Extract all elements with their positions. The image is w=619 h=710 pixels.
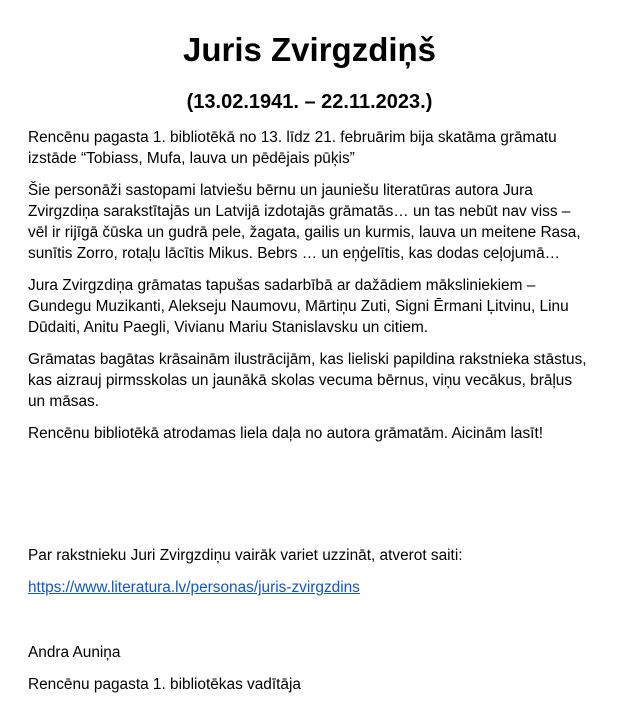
more-info-text: Par rakstnieku Juri Zvirgzdiņu vairāk variet uzzināt, atverot saiti:	[28, 547, 463, 564]
article-body	[28, 127, 591, 455]
signature-role-section	[28, 674, 591, 695]
author-name: Andra Auniņa	[28, 644, 121, 661]
author-page-link[interactable]: https://www.literatura.lv/personas/juris-zvirgzdins	[28, 579, 360, 596]
author-role: Rencēnu pagasta 1. bibliotēkas vadītāja	[28, 676, 301, 693]
link-section	[28, 577, 591, 598]
more-info-section	[28, 545, 591, 566]
paragraph-exhibition: Rencēnu pagasta 1. bibliotēkā no 13. līdz 21. februārim bija skatāma grāmatu izstāde “Tobiass, Mufa, lauva un pēdējais pūķis”	[28, 129, 557, 167]
page-title: Juris Zvirgzdiņš	[182, 31, 437, 68]
paragraph-characters: Šie personāži sastopami latviešu bērnu un jauniešu literatūras autora Jura Zvirgzdiņa sarakstītajās un Latvijā izdotajās grāmatās… un tas nebūt nav viss – vēl ir rijīgā čūska un gudrā pele, žagata, gailis un kurmis, lauva un meitene Rasa, sunītis Zorro, rotaļu lācītis Mikus. Bebrs … un eņģelītis, kas dodas ceļojumā…	[28, 182, 581, 262]
life-dates: (13.02.1941. – 22.11.2023.)	[186, 91, 433, 113]
paragraph-invitation: Rencēnu bibliotēkā atrodamas liela daļa no autora grāmatām. Aicinām lasīt!	[28, 425, 544, 442]
signature-name-section	[28, 642, 591, 663]
paragraph-illustrations: Grāmatas bagātas krāsainām ilustrācijām, kas lieliski papildina rakstnieka stāstus, kas aizrauj pirmsskolas un jaunākā skolas vecuma bērnus, viņu vecākus, brāļus un māsas.	[28, 351, 587, 410]
paragraph-illustrators: Jura Zvirgzdiņa grāmatas tapušas sadarbībā ar dažādiem māksliniekiem – Gundegu Muzikanti, Alekseju Naumovu, Mārtiņu Zuti, Signi Ērmani Ļitvinu, Linu Dūdaiti, Anitu Paegli, Vivianu Mariu Stanislavsku un citiem.	[28, 277, 569, 336]
